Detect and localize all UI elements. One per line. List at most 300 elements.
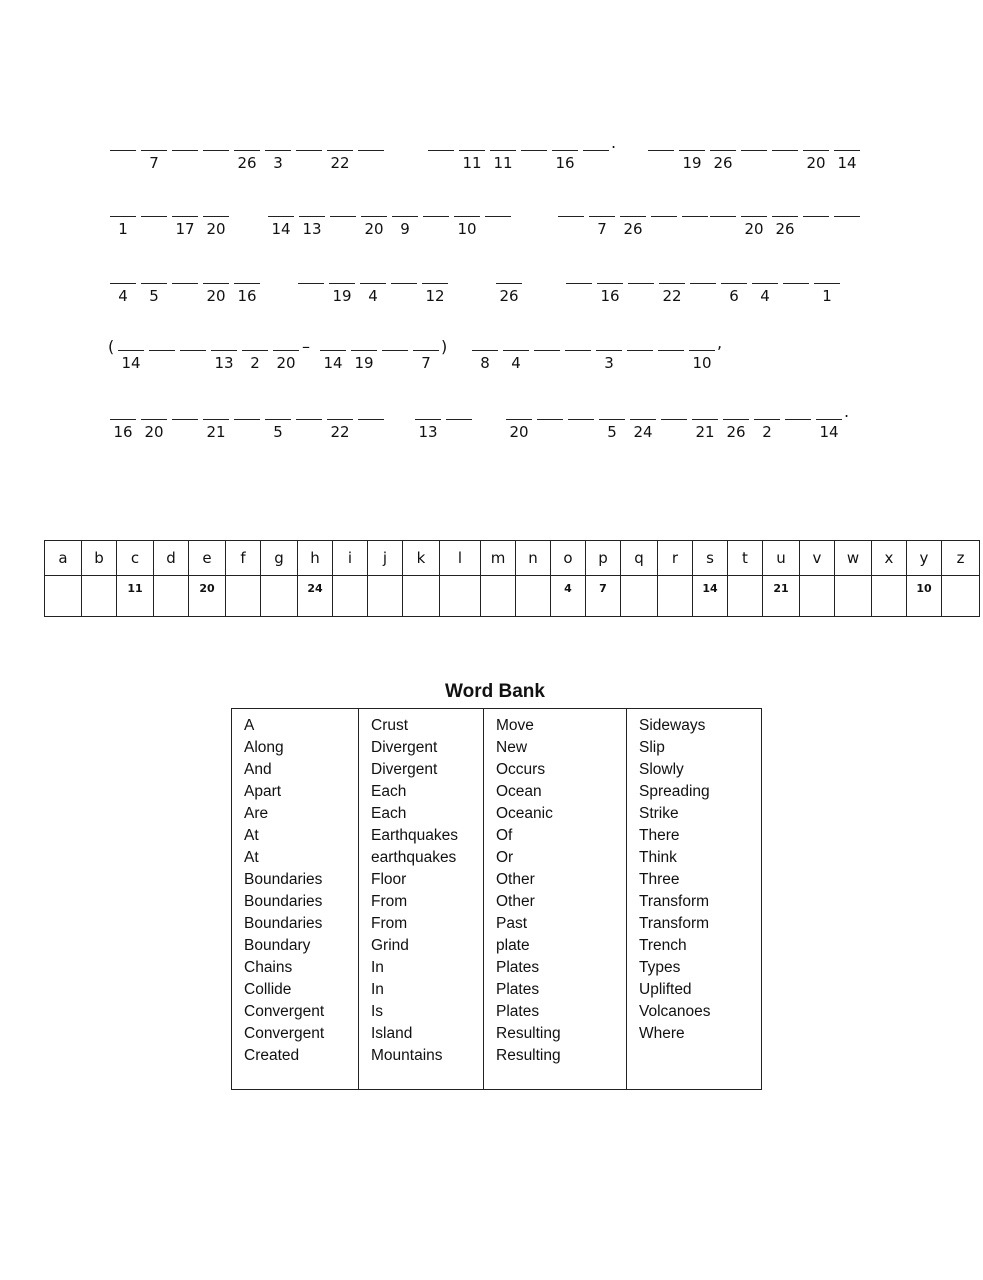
cipher-key-table bbox=[44, 540, 980, 617]
letter-blank bbox=[413, 350, 439, 351]
cipher-number: 14 bbox=[819, 423, 839, 441]
punctuation-mark: . bbox=[611, 133, 617, 152]
letter-blank bbox=[110, 150, 136, 151]
letter-blank bbox=[273, 350, 299, 351]
cipher-number: 2 bbox=[762, 423, 772, 441]
letter-blank bbox=[537, 419, 563, 420]
word-bank-word: Spreading bbox=[639, 783, 710, 800]
cipher-letter-cell: o bbox=[551, 541, 586, 576]
cipher-letter-cell: z bbox=[942, 541, 980, 576]
cipher-letter-cell: n bbox=[516, 541, 551, 576]
word-bank-word: Transform bbox=[639, 915, 710, 932]
cipher-number: 8 bbox=[480, 354, 490, 372]
letter-blank bbox=[659, 283, 685, 284]
cipher-number: 7 bbox=[421, 354, 431, 372]
letter-blank bbox=[141, 419, 167, 420]
letter-blank bbox=[772, 150, 798, 151]
word-bank-column bbox=[484, 709, 627, 1090]
cipher-letter-cell: l bbox=[440, 541, 481, 576]
cipher-number: 11 bbox=[493, 154, 513, 172]
cipher-number: 22 bbox=[330, 423, 350, 441]
word-bank-word: Transform bbox=[639, 893, 710, 910]
word-bank-word: Divergent bbox=[371, 761, 438, 778]
letter-blank bbox=[630, 419, 656, 420]
word-bank-word: Move bbox=[496, 717, 534, 734]
cipher-letter-cell: a bbox=[45, 541, 82, 576]
cipher-code-cell bbox=[621, 576, 658, 617]
cipher-number: 21 bbox=[695, 423, 715, 441]
cipher-number: 26 bbox=[623, 220, 643, 238]
cipher-number: 16 bbox=[113, 423, 133, 441]
word-bank-word: Plates bbox=[496, 959, 540, 976]
cipher-number: 24 bbox=[633, 423, 653, 441]
word-bank-word: Floor bbox=[371, 871, 407, 888]
letter-blank bbox=[558, 216, 584, 217]
word-bank-column bbox=[627, 709, 762, 1090]
cipher-number: 19 bbox=[682, 154, 702, 172]
letter-blank bbox=[834, 150, 860, 151]
cipher-letter-cell: r bbox=[658, 541, 693, 576]
cipher-number: 13 bbox=[418, 423, 438, 441]
letter-blank bbox=[682, 216, 708, 217]
letter-blank bbox=[141, 283, 167, 284]
cipher-letter-cell: b bbox=[82, 541, 117, 576]
word-bank-word: Along bbox=[244, 739, 284, 756]
cipher-letter-cell: t bbox=[728, 541, 763, 576]
word-bank-word: Of bbox=[496, 827, 513, 844]
letter-blank bbox=[327, 150, 353, 151]
word-bank-word: Convergent bbox=[244, 1003, 325, 1020]
cipher-number: 20 bbox=[744, 220, 764, 238]
cipher-letter-cell: v bbox=[800, 541, 835, 576]
cipher-number: 26 bbox=[726, 423, 746, 441]
word-bank-word: Boundary bbox=[244, 937, 311, 954]
letter-blank bbox=[454, 216, 480, 217]
cipher-code-cell bbox=[226, 576, 261, 617]
letter-blank bbox=[299, 216, 325, 217]
cipher-code-cell bbox=[82, 576, 117, 617]
cipher-number: 20 bbox=[509, 423, 529, 441]
cipher-code-cell: 24 bbox=[298, 576, 333, 617]
word-bank-word: Plates bbox=[496, 1003, 540, 1020]
letter-blank bbox=[628, 283, 654, 284]
word-bank-word: Apart bbox=[244, 783, 282, 800]
word-bank-word: Or bbox=[496, 849, 514, 866]
puzzle-line-5 bbox=[0, 402, 983, 449]
letter-blank bbox=[741, 216, 767, 217]
word-bank-word: Occurs bbox=[496, 761, 546, 778]
word-bank-row bbox=[232, 709, 762, 1090]
cipher-letter-cell: k bbox=[403, 541, 440, 576]
letter-blank bbox=[358, 419, 384, 420]
cipher-letter-cell: s bbox=[693, 541, 728, 576]
word-bank-word: At bbox=[244, 827, 259, 844]
letter-blank bbox=[814, 283, 840, 284]
word-bank-word: Types bbox=[639, 959, 681, 976]
word-bank-word: Crust bbox=[371, 717, 409, 734]
letter-blank bbox=[754, 419, 780, 420]
word-bank-word: From bbox=[371, 893, 408, 910]
word-bank-word: Collide bbox=[244, 981, 292, 998]
cipher-code-cell: 7 bbox=[586, 576, 621, 617]
punctuation-mark: . bbox=[844, 402, 850, 421]
letter-blank bbox=[415, 419, 441, 420]
letter-blank bbox=[658, 350, 684, 351]
letter-blank bbox=[783, 283, 809, 284]
letter-blank bbox=[330, 216, 356, 217]
cipher-number: 19 bbox=[332, 287, 352, 305]
letter-blank bbox=[803, 150, 829, 151]
cipher-number: 7 bbox=[597, 220, 607, 238]
letter-blank bbox=[534, 350, 560, 351]
word-bank-word: Sideways bbox=[639, 717, 706, 734]
letter-blank bbox=[211, 350, 237, 351]
letter-blank bbox=[692, 419, 718, 420]
cipher-code-cell bbox=[368, 576, 403, 617]
punctuation-mark: , bbox=[717, 333, 723, 352]
letter-blank bbox=[568, 419, 594, 420]
word-bank-word: A bbox=[244, 717, 255, 734]
cipher-number: 26 bbox=[775, 220, 795, 238]
word-bank-title: Word Bank bbox=[445, 681, 545, 702]
cipher-number: 20 bbox=[364, 220, 384, 238]
word-bank-word: At bbox=[244, 849, 259, 866]
cipher-number: 5 bbox=[149, 287, 159, 305]
letter-blank bbox=[327, 419, 353, 420]
word-bank-word: In bbox=[371, 981, 384, 998]
cipher-number: 26 bbox=[713, 154, 733, 172]
cipher-code-cell bbox=[45, 576, 82, 617]
cipher-number: 20 bbox=[276, 354, 296, 372]
cipher-code-cell bbox=[728, 576, 763, 617]
word-bank-word: Other bbox=[496, 893, 535, 910]
letter-blank bbox=[803, 216, 829, 217]
cipher-code-cell bbox=[800, 576, 835, 617]
cipher-number: 10 bbox=[692, 354, 712, 372]
letter-blank bbox=[234, 283, 260, 284]
letter-blank bbox=[203, 150, 229, 151]
cipher-number: 16 bbox=[600, 287, 620, 305]
letter-blank bbox=[627, 350, 653, 351]
letter-blank bbox=[234, 419, 260, 420]
word-bank-word: Created bbox=[244, 1047, 300, 1064]
cipher-number: 11 bbox=[462, 154, 482, 172]
word-bank-word: Strike bbox=[639, 805, 679, 822]
letter-blank bbox=[566, 283, 592, 284]
cipher-number: 4 bbox=[760, 287, 770, 305]
cipher-number: 4 bbox=[118, 287, 128, 305]
word-bank-word: Earthquakes bbox=[371, 827, 459, 844]
word-bank-word: Boundaries bbox=[244, 893, 323, 910]
letter-blank bbox=[141, 216, 167, 217]
letter-blank bbox=[661, 419, 687, 420]
letter-blank bbox=[203, 419, 229, 420]
cipher-code-cell bbox=[333, 576, 368, 617]
letter-blank bbox=[772, 216, 798, 217]
cipher-number: 14 bbox=[323, 354, 343, 372]
letter-blank bbox=[172, 283, 198, 284]
cipher-number: 13 bbox=[302, 220, 322, 238]
word-bank-word: Grind bbox=[371, 937, 409, 954]
cipher-letter-cell: h bbox=[298, 541, 333, 576]
cipher-number: 6 bbox=[729, 287, 739, 305]
word-bank-word: Other bbox=[496, 871, 535, 888]
cipher-number: 19 bbox=[354, 354, 374, 372]
word-bank-word: Past bbox=[496, 915, 528, 932]
cipher-number: 9 bbox=[400, 220, 410, 238]
letter-blank bbox=[648, 150, 674, 151]
puzzle-line-3 bbox=[0, 273, 983, 313]
letter-blank bbox=[296, 419, 322, 420]
letter-blank bbox=[172, 216, 198, 217]
word-bank-word: Boundaries bbox=[244, 915, 323, 932]
cipher-letter-cell: w bbox=[835, 541, 872, 576]
letter-blank bbox=[391, 283, 417, 284]
letter-blank bbox=[360, 283, 386, 284]
letter-blank bbox=[203, 216, 229, 217]
cipher-number: 26 bbox=[237, 154, 257, 172]
letter-blank bbox=[329, 283, 355, 284]
letter-blank bbox=[361, 216, 387, 217]
word-bank-word: Oceanic bbox=[496, 805, 553, 822]
cipher-letter-cell: c bbox=[117, 541, 154, 576]
letter-blank bbox=[565, 350, 591, 351]
cipher-number: 3 bbox=[273, 154, 283, 172]
letter-blank bbox=[690, 283, 716, 284]
cipher-number: 22 bbox=[662, 287, 682, 305]
word-bank-word: Convergent bbox=[244, 1025, 325, 1042]
cipher-code-cell bbox=[942, 576, 980, 617]
letter-blank bbox=[265, 150, 291, 151]
cipher-letter-cell: y bbox=[907, 541, 942, 576]
word-bank-word: Boundaries bbox=[244, 871, 323, 888]
word-bank-word: There bbox=[639, 827, 680, 844]
cipher-letter-cell: u bbox=[763, 541, 800, 576]
cipher-code-cell bbox=[516, 576, 551, 617]
cipher-letter-cell: j bbox=[368, 541, 403, 576]
punctuation-mark: – bbox=[302, 337, 310, 356]
letter-blank bbox=[596, 350, 622, 351]
cipher-code-cell bbox=[403, 576, 440, 617]
word-bank-word: Slowly bbox=[639, 761, 684, 778]
cipher-number: 5 bbox=[607, 423, 617, 441]
cipher-letter-cell: d bbox=[154, 541, 189, 576]
letter-blank bbox=[679, 150, 705, 151]
word-bank-column bbox=[232, 709, 359, 1090]
cipher-code-cell bbox=[154, 576, 189, 617]
letter-blank bbox=[110, 216, 136, 217]
letter-blank bbox=[149, 350, 175, 351]
letter-blank bbox=[723, 419, 749, 420]
letter-blank bbox=[583, 150, 609, 151]
letter-blank bbox=[358, 150, 384, 151]
cipher-number: 1 bbox=[822, 287, 832, 305]
cipher-letter-cell: x bbox=[872, 541, 907, 576]
word-bank-word: Three bbox=[639, 871, 680, 888]
cipher-number: 26 bbox=[499, 287, 519, 305]
letter-blank bbox=[710, 216, 736, 217]
cipher-number: 14 bbox=[837, 154, 857, 172]
word-bank-word: New bbox=[496, 739, 528, 756]
letter-blank bbox=[234, 150, 260, 151]
word-bank-word: Is bbox=[371, 1003, 384, 1020]
letter-blank bbox=[141, 150, 167, 151]
cipher-number: 7 bbox=[149, 154, 159, 172]
letter-blank bbox=[172, 419, 198, 420]
letter-blank bbox=[172, 150, 198, 151]
word-bank-word: Plates bbox=[496, 981, 540, 998]
word-bank-word: Each bbox=[371, 805, 407, 822]
punctuation-mark: ( bbox=[108, 337, 115, 356]
letter-blank bbox=[651, 216, 677, 217]
letter-blank bbox=[710, 150, 736, 151]
cipher-code-cell bbox=[481, 576, 516, 617]
letter-blank bbox=[423, 216, 449, 217]
letter-blank bbox=[620, 216, 646, 217]
cipher-code-cell bbox=[658, 576, 693, 617]
word-bank-word: earthquakes bbox=[371, 849, 457, 866]
cipher-number: 16 bbox=[237, 287, 257, 305]
cipher-letter-cell: m bbox=[481, 541, 516, 576]
letter-blank bbox=[298, 283, 324, 284]
word-bank-word: Each bbox=[371, 783, 407, 800]
cipher-code-cell bbox=[835, 576, 872, 617]
word-bank-word: Slip bbox=[639, 739, 665, 756]
letter-blank bbox=[785, 419, 811, 420]
letter-blank bbox=[689, 350, 715, 351]
word-bank-word: Island bbox=[371, 1025, 413, 1042]
word-bank-word: Volcanoes bbox=[639, 1003, 711, 1020]
letter-blank bbox=[265, 419, 291, 420]
cipher-code-cell: 14 bbox=[693, 576, 728, 617]
letter-blank bbox=[503, 350, 529, 351]
letter-blank bbox=[203, 283, 229, 284]
letter-blank bbox=[490, 150, 516, 151]
cipher-code-cell bbox=[261, 576, 298, 617]
letter-blank bbox=[320, 350, 346, 351]
puzzle-line-4 bbox=[0, 333, 983, 380]
word-bank-word: Think bbox=[639, 849, 677, 866]
word-bank-word: Divergent bbox=[371, 739, 438, 756]
letter-blank bbox=[110, 419, 136, 420]
cipher-code-cell bbox=[440, 576, 481, 617]
word-bank-word: Mountains bbox=[371, 1047, 443, 1064]
cipher-letter-cell: e bbox=[189, 541, 226, 576]
cipher-number: 14 bbox=[271, 220, 291, 238]
cipher-number: 4 bbox=[511, 354, 521, 372]
cipher-number: 2 bbox=[250, 354, 260, 372]
cipher-code-cell: 20 bbox=[189, 576, 226, 617]
letter-blank bbox=[599, 419, 625, 420]
cipher-letter-cell: q bbox=[621, 541, 658, 576]
word-bank-table bbox=[231, 708, 762, 1090]
cipher-number: 13 bbox=[214, 354, 234, 372]
letter-blank bbox=[242, 350, 268, 351]
cipher-number: 4 bbox=[368, 287, 378, 305]
word-bank-column bbox=[359, 709, 484, 1090]
cipher-codes-row bbox=[45, 576, 980, 617]
letter-blank bbox=[741, 150, 767, 151]
letter-blank bbox=[382, 350, 408, 351]
cipher-letter-cell: i bbox=[333, 541, 368, 576]
letter-blank bbox=[834, 216, 860, 217]
letter-blank bbox=[268, 216, 294, 217]
cipher-number: 1 bbox=[118, 220, 128, 238]
letter-blank bbox=[521, 150, 547, 151]
cipher-number: 20 bbox=[144, 423, 164, 441]
letter-blank bbox=[446, 419, 472, 420]
cipher-code-cell bbox=[872, 576, 907, 617]
letter-blank bbox=[392, 216, 418, 217]
cipher-number: 20 bbox=[806, 154, 826, 172]
puzzle-line-1 bbox=[0, 133, 983, 180]
cipher-letter-cell: f bbox=[226, 541, 261, 576]
cipher-number: 22 bbox=[330, 154, 350, 172]
word-bank-word: plate bbox=[496, 937, 530, 954]
cipher-code-cell: 21 bbox=[763, 576, 800, 617]
letter-blank bbox=[506, 419, 532, 420]
letter-blank bbox=[459, 150, 485, 151]
puzzle-line-2 bbox=[0, 206, 983, 246]
cipher-number: 20 bbox=[206, 287, 226, 305]
punctuation-mark: ) bbox=[441, 337, 448, 356]
word-bank-word: Trench bbox=[639, 937, 687, 954]
letter-blank bbox=[752, 283, 778, 284]
word-bank-word: From bbox=[371, 915, 408, 932]
cipher-letter-cell: g bbox=[261, 541, 298, 576]
cipher-number: 20 bbox=[206, 220, 226, 238]
cipher-code-cell: 11 bbox=[117, 576, 154, 617]
letter-blank bbox=[552, 150, 578, 151]
letter-blank bbox=[110, 283, 136, 284]
word-bank-word: Resulting bbox=[496, 1047, 561, 1064]
letter-blank bbox=[472, 350, 498, 351]
letter-blank bbox=[351, 350, 377, 351]
letter-blank bbox=[721, 283, 747, 284]
word-bank-word: Chains bbox=[244, 959, 293, 976]
cipher-number: 5 bbox=[273, 423, 283, 441]
letter-blank bbox=[597, 283, 623, 284]
word-bank-word: Are bbox=[244, 805, 269, 822]
cipher-letters-row bbox=[45, 541, 980, 576]
letter-blank bbox=[816, 419, 842, 420]
letter-blank bbox=[485, 216, 511, 217]
letter-blank bbox=[589, 216, 615, 217]
cipher-number: 16 bbox=[555, 154, 575, 172]
letter-blank bbox=[118, 350, 144, 351]
cipher-number: 12 bbox=[425, 287, 445, 305]
letter-blank bbox=[296, 150, 322, 151]
cipher-number: 17 bbox=[175, 220, 195, 238]
word-bank-word: Resulting bbox=[496, 1025, 561, 1042]
cipher-code-cell: 10 bbox=[907, 576, 942, 617]
word-bank-word: Uplifted bbox=[639, 981, 692, 998]
word-bank-word: In bbox=[371, 959, 384, 976]
cipher-code-cell: 4 bbox=[551, 576, 586, 617]
word-bank-word: And bbox=[244, 761, 272, 778]
letter-blank bbox=[180, 350, 206, 351]
word-bank-word: Ocean bbox=[496, 783, 542, 800]
letter-blank bbox=[422, 283, 448, 284]
letter-blank bbox=[496, 283, 522, 284]
cipher-number: 14 bbox=[121, 354, 141, 372]
letter-blank bbox=[428, 150, 454, 151]
cipher-letter-cell: p bbox=[586, 541, 621, 576]
cipher-number: 3 bbox=[604, 354, 614, 372]
cipher-number: 10 bbox=[457, 220, 477, 238]
word-bank-word: Where bbox=[639, 1025, 685, 1042]
cipher-number: 21 bbox=[206, 423, 226, 441]
